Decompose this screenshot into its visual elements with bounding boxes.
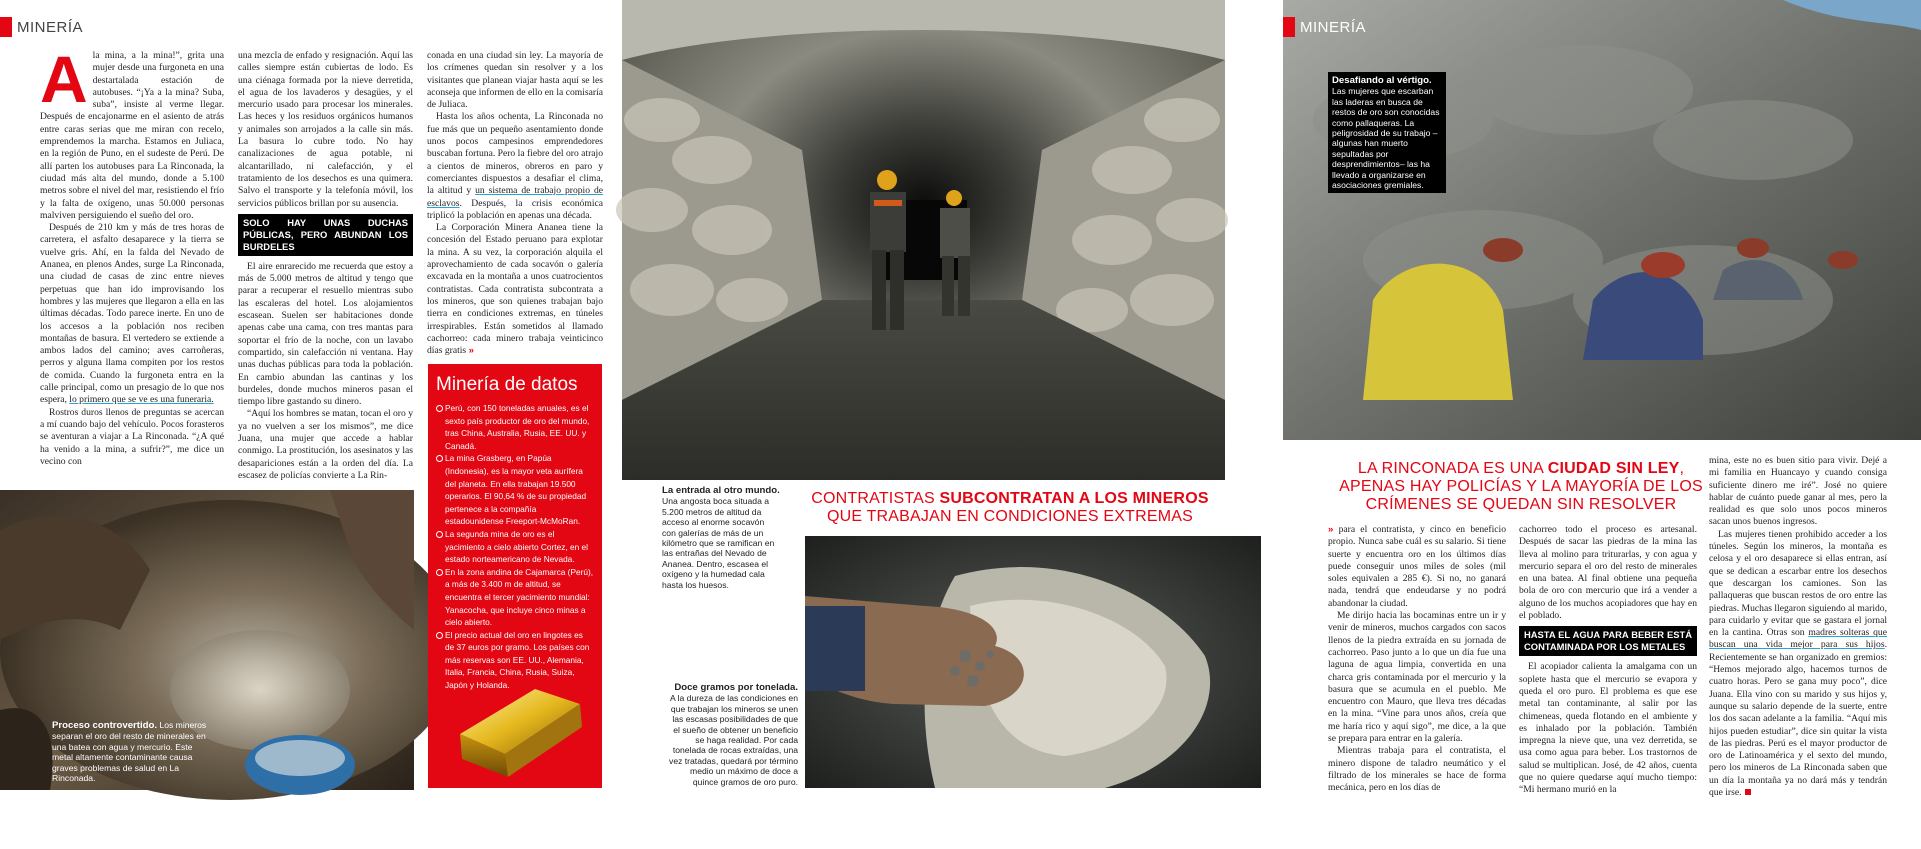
caption-text: Los mineros separan el oro del resto de minerales en una batea con agua y mercurio. Este metal altamente contaminante causa graves problemas de salud en La Rinconada. bbox=[52, 720, 207, 784]
drop-cap: A bbox=[40, 42, 88, 116]
body-paragraph: Rostros duros llenos de preguntas se acercan a mí cuando bajo del vehículo. Pocos forasteros se aventuran a viajar a La Rinconada. “¿A qué ha venido a la mina, a sufrir?”, me dice un vecino con bbox=[40, 406, 224, 467]
left-col-2 bbox=[238, 50, 413, 480]
pull-quote-emphasis: SUBCONTRATAN A LOS MINEROS bbox=[939, 490, 1209, 507]
pull-quote-right bbox=[1336, 460, 1706, 514]
caption-text: Las mujeres que escarban las laderas en busca de restos de oro son conocidas como pallaqueras. La peligrosidad de su trabajo –algunas han muerto sepultadas por desprendimientos– las ha llevado a organizarse en asociaciones gremiales. bbox=[1332, 86, 1440, 191]
left-col-1 bbox=[40, 42, 224, 480]
body-paragraph: Hasta los años ochenta, La Rinconada no fue más que un pequeño asentamiento donde unos pocos campesinos emprendedores buscaban fortuna. Pero la fiebre del oro atrajo a cientos de mineros, obreros en paro y comerciantes dispuestos a desafiar el clima, la altitud y un sistema de trabajo propio de esclavos. Después, la crisis económica triplicó la población en apenas una década. bbox=[427, 111, 604, 221]
highlighted-phrase: madres solteras que buscan una vida mejor para sus hijos bbox=[1709, 627, 1887, 651]
continued-arrow: » bbox=[1328, 524, 1334, 535]
body-paragraph: » para el contratista, y cinco en beneficio propio. Nunca sabe cuál es su salario. Si tiene suerte y encuentra oro en los últimos días puede conseguir unos miles de soles (mil soles equivalen a 285 €). Si no, no ganará nada, tendrá que endeudarse y no podrá abandonar la ciudad. bbox=[1328, 524, 1507, 609]
body-paragraph: Las mujeres tienen prohibido acceder a los túneles. Según los mineros, la montaña es celosa y el oro desaparece si ellas entran, así que se dedican a escarbar entre los desechos que descargan los camiones. Son las pallaqueras que buscan restos de oro entre las piedras. Muchas llegaron siguiendo al marido, para cuidarlo y evitar que se gastara el jornal en la cantina. Otras son madres solteras que buscan una vida mejor para sus hijos. Recientemente se han organizado en gremios: “Hemos mejorado algo, hacemos turnos de cuatro horas. Pero se gana muy poco”, dice Juana. Ella vino con su marido y sus hijos y, aunque su salario depende de la suerte, entre los dos sacan adelante a la familia. “Aquí mis hijos pueden estudiar”, dice sin quitar la vista de las piedras. Perú es el mayor productor de oro de Latinoamérica y el sexto del mundo, pero los mineros de La Rinconada saben que un día la montaña ya no dará más y tendrán que irse. bbox=[1709, 528, 1887, 799]
pull-quote-part: LA RINCONADA ES UNA bbox=[1357, 460, 1544, 477]
data-box-item: La segunda mina de oro es el yacimiento a cielo abierto Cortez, en el estado norteamericano de Nevada. bbox=[436, 528, 594, 566]
body-paragraph: Mientras trabaja para el contratista, el minero dispone de taladro neumático y el filtrado de los minerales se hace de forma mecánica, pero en los días de bbox=[1328, 745, 1506, 794]
body-paragraph: mina, este no es buen sitio para vivir. Dejé a mi familia en Huancayo y cuando consiga suficiente dinero me iré”. José no quiere hablar de cuánto puede ganar al mes, pero la realidad es que solo unos pocos mineros sacan unos buenos ingresos. bbox=[1709, 455, 1887, 528]
subheading: HASTA EL AGUA PARA BEBER ESTÁ CONTAMINADA POR LOS METALES bbox=[1519, 626, 1697, 656]
hand-stones-illustration bbox=[805, 536, 1261, 788]
section-marker bbox=[1283, 17, 1295, 37]
pallaqueras-illustration bbox=[1283, 0, 1921, 440]
body-paragraph: la mina, a la mina!”, grita una mujer desde una furgoneta en una destartalada estación de autobuses. “¡Ya a la mina? Suba, suba”, insiste al verme llegar. Después de encajonarme en el asiento de atrás entre caras serias que me miran con recelo, emprendemos la marcha. Estamos en Juliaca, en la región de Puno, en el sudeste de Perú. De allí parten los autobuses para La Rinconada, la ciudad más alta del mundo, donde a 5.100 metros sobre el nivel del mar, resistiendo el frío y la falta de oxígeno, unas 50.000 personas malviven persiguiendo el sueño del oro. bbox=[40, 50, 224, 221]
section-label: MINERÍA bbox=[1300, 18, 1367, 36]
end-marker bbox=[1745, 789, 1751, 795]
pull-quote-part: QUE TRABAJAN EN CONDICIONES EXTREMAS bbox=[826, 508, 1194, 525]
section-header-left bbox=[0, 17, 83, 37]
body-paragraph: La Corporación Minera Ananea tiene la concesión del Estado peruano para explotar la mina. A su vez, la corporación alquila el aprovechamiento de cada socavón o galería excavada en la montaña a unos cuatrocientos contratistas. Cada contratista subcontrata a los mineros, que son quienes trabajan bajo tierra en condiciones extremas, en túneles irrespirables. Están sometidos al llamado cachorreo: cada minero trabaja veinticinco días gratis » bbox=[427, 222, 603, 357]
data-box bbox=[428, 364, 602, 788]
gold-bar-image bbox=[440, 649, 590, 784]
left-col-3 bbox=[427, 50, 603, 356]
body-paragraph: cachorreo todo el proceso es artesanal. Después de sacar las piedras de la mina las lleva al molino para triturarlas, y con agua y mercurio separa el oro del resto de minerales en una batea. Al final obtiene una pequeña bola de oro con mercurio que irá a vender a alguno de los muchos acopiadores que hay en el poblado. bbox=[1519, 524, 1697, 622]
data-box-item: En la zona andina de Cajamarca (Perú), a más de 3.400 m de altitud, se encuentra el tercer yacimiento mundial: Yanacocha, que incluye cinco minas a cielo abierto. bbox=[436, 566, 594, 629]
caption-title: La entrada al otro mundo. bbox=[662, 485, 780, 496]
photo-caption-tonnage bbox=[666, 682, 798, 787]
pull-quote-part: CONTRATISTAS bbox=[811, 490, 935, 507]
highlighted-phrase: un sistema de trabajo propio de esclavos bbox=[427, 185, 604, 209]
caption-text: A la dureza de las condiciones en que trabajan los mineros se unen las escasas posibilidades de que el sueño de obtener un beneficio se haga realidad. Por cada tonelada de rocas extraídas, una vez tratadas, quedará por término medio un máximo de doce a quince gramos de oro puro. bbox=[669, 693, 798, 787]
photo-caption-entrance bbox=[662, 485, 780, 590]
subheading: SOLO HAY UNAS DUCHAS PÚBLICAS, PERO ABUNDAN LOS BURDELES bbox=[238, 214, 413, 256]
pull-quote-emphasis: CIUDAD SIN LEY bbox=[1547, 460, 1680, 477]
body-paragraph: Me dirijo hacia las bocaminas entre un ir y venir de mineros, muchos cargados con sacos llenos de la piedra extraída en su jornada de cachorreo. Paso junto a lo que un día fue una laguna de agua limpia, convertida en una charca gris contaminada por el mercurio y la basura que se acumula en el pueblo. Me encuentro con Mauro, que lleva tres décadas en la mina. “Vine para unos años, creía que me haría rico y aquí sigo”, me dice, a la que se prepara para entrar en la galería. bbox=[1328, 610, 1506, 745]
caption-title: Desafiando al vértigo. bbox=[1332, 75, 1432, 86]
continue-arrow: » bbox=[468, 345, 474, 357]
right-col-1 bbox=[1328, 524, 1507, 794]
caption-text: Una angosta boca situada a 5.200 metros de altitud da acceso al enorme socavón con galerías de más de un kilómetro que se ramifican en las entrañas del Nevado de Ananea. Dentro, escasea el oxígeno y la humedad cala hasta los huesos. bbox=[662, 496, 775, 590]
photo-hand-stones bbox=[805, 536, 1261, 788]
mine-entrance-illustration bbox=[622, 0, 1225, 480]
right-col-2 bbox=[1519, 524, 1697, 796]
data-box-item: Perú, con 150 toneladas anuales, es el sexto país productor de oro del mundo, tras China, Australia, Rusia, EE. UU. y Canadá. bbox=[436, 402, 594, 452]
data-box-title: Minería de datos bbox=[436, 374, 578, 395]
body-paragraph: “Aquí los hombres se matan, tocan el oro y ya no vuelven a ser los mismos”, me dice Juana, una mujer que accede a hablar conmigo. La prostitución, los asesinatos y las desapariciones están a la orden del día. La escasez de policías convierte a La Rin- bbox=[238, 408, 413, 481]
section-label: MINERÍA bbox=[17, 18, 84, 36]
photo-pallaqueras bbox=[1283, 0, 1921, 440]
body-paragraph: conada en una ciudad sin ley. La mayoría de los crímenes quedan sin resolver y a los visitantes que planean viajar hasta aquí se les aconseja que informen de ello en la comisaría de Juliaca. bbox=[427, 50, 603, 111]
body-paragraph: una mezcla de enfado y resignación. Aquí las calles siempre están cubiertas de lodo. Es una ciénaga formada por la nieve derretida, el agua de los lavaderos y desagües, y el mercurio usado para procesar los minerales. Las heces y los residuos orgánicos humanos y animales son arrojados a la calle sin más. La basura lo cubre todo. No hay canalizaciones de agua potable, ni alcantarillado, ni calefacción, y el tratamiento de los desechos es una quimera. Salvo el transporte y la telefonía móvil, los servicios públicos brillan por su ausencia. bbox=[238, 50, 413, 209]
photo-caption-panning bbox=[52, 720, 212, 783]
pull-quote-center bbox=[800, 490, 1220, 526]
right-col-3 bbox=[1709, 455, 1887, 799]
pull-quote-part: , APENAS HAY POLICÍAS Y LA MAYORÍA DE LOS CRÍMENES SE QUEDAN SIN RESOLVER bbox=[1339, 460, 1703, 513]
highlighted-phrase: lo primero que se ve es una funeraria. bbox=[69, 394, 214, 406]
photo-caption-vertigo bbox=[1328, 72, 1446, 193]
caption-title: Doce gramos por tonelada. bbox=[674, 682, 798, 693]
section-marker bbox=[0, 17, 12, 37]
body-paragraph: Después de 210 km y más de tres horas de carretera, el asfalto desaparece y la tierra se vuelve gris. Ahí, en la falda del Nevado de Ananea, en plenos Andes, surge La Rinconada, una ciudad de casas de zinc entre nieves perpetuas que han ido improvisando los hombres y las mujeres que llegaron a ella en las últimas décadas. Todo parece inerte. En uno de los accesos a la población nos reciben montañas de basura. El vertedero se extiende a ambos lados del camino; aves carroñeras, perros y alguna llama compiten por los restos de comida. Cuando la furgoneta entra en la calle principal, como un presagio de lo que nos espera, lo primero que se ve es una funeraria. bbox=[40, 222, 224, 406]
section-header-right bbox=[1283, 17, 1366, 37]
body-paragraph: El aire enrarecido me recuerda que estoy a más de 5.000 metros de altitud y tengo que parar a recuperar el resuello mientras subo las escaleras del hotel. Los alojamientos escasean. Suelen ser habitaciones donde apenas cabe una cama, con tres mantas para soportar el frío de la noche, con un lavabo compartido, sin calefacción ni ventana. Hay unas duchas públicas para toda la población. En cambio abundan las cantinas y los burdeles, donde muchos mineros pasan el tiempo libre gastando su dinero. bbox=[238, 260, 413, 408]
data-box-item: La mina Grasberg, en Papúa (Indonesia), es la mayor veta aurífera del planeta. En ella trabajan 19.500 operarios. El 90,64 % de su propiedad pertenece a la compañía estadounidense Freeport-McMoRan. bbox=[436, 452, 594, 528]
caption-title: Proceso controvertido. bbox=[52, 720, 158, 731]
data-box-item: El precio actual del oro en lingotes es de 37 euros por gramo. Los países con más reservas son EE. UU., Alemania, Italia, Francia, China, Rusia, Suiza, Japón y Holanda. bbox=[436, 629, 594, 692]
body-paragraph: El acopiador calienta la amalgama con un soplete hasta que el mercurio se evapora y queda el oro puro. El problema es que ese metal tan contaminante, al salir por las chimeneas, queda flotando en el ambiente y es inhalado por la población. También impregna la nieve que, una vez derretida, se usa como agua para beber. Los trastornos de salud se multiplican. José, de 42 años, cuenta que no quiere quedarse aquí mucho tiempo: “Mi hermano murió en la bbox=[1519, 661, 1697, 796]
photo-mine-entrance bbox=[622, 0, 1225, 480]
